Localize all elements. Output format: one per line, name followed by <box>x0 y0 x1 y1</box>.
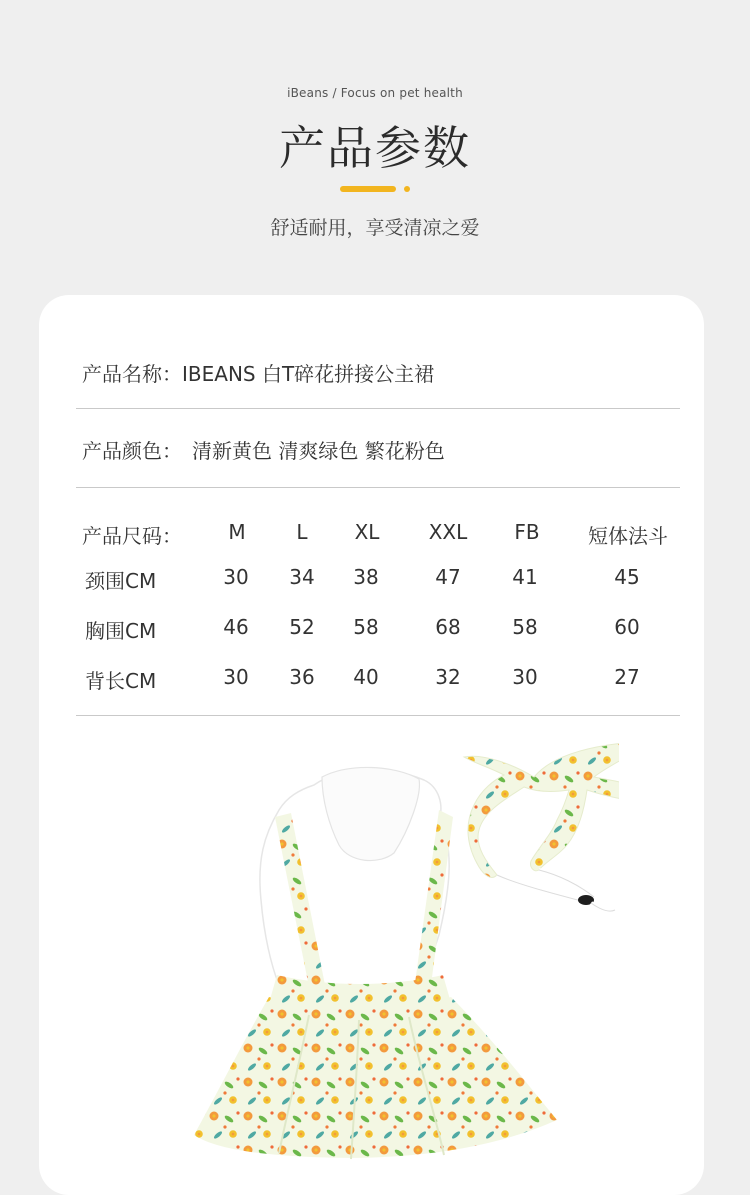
dress <box>194 767 557 1159</box>
table-cell: 46 <box>223 615 249 639</box>
size-col-header: 短体法斗 <box>588 524 668 548</box>
size-col-header: M <box>228 520 246 544</box>
table-cell: 47 <box>435 565 461 589</box>
table-row-label: 背长CM <box>85 669 157 693</box>
product-name-row <box>82 358 434 387</box>
divider <box>76 715 680 716</box>
table-cell: 38 <box>353 565 379 589</box>
divider <box>76 487 680 488</box>
size-col-header: XL <box>354 520 380 544</box>
page-subtitle: 舒适耐用，享受清凉之爱 <box>270 217 480 239</box>
brand-tagline: iBeans / Focus on pet health <box>287 86 463 100</box>
table-cell: 32 <box>435 665 461 689</box>
accent-bar <box>340 186 396 192</box>
spec-card <box>39 295 704 1195</box>
table-cell: 41 <box>512 565 538 589</box>
table-row-label: 颈围CM <box>85 569 157 593</box>
table-cell: 40 <box>353 665 379 689</box>
product-color-row <box>82 435 445 464</box>
size-table-label: 产品尺码： <box>82 524 182 548</box>
accent-dot <box>404 186 410 192</box>
size-col-header: L <box>296 520 308 544</box>
page-header <box>0 0 750 295</box>
table-cell: 68 <box>435 615 461 639</box>
table-cell: 52 <box>289 615 315 639</box>
table-cell: 36 <box>289 665 315 689</box>
product-image <box>139 735 619 1165</box>
divider <box>76 408 680 409</box>
headband <box>464 741 619 911</box>
table-cell: 60 <box>614 615 640 639</box>
size-col-header: XXL <box>428 520 468 544</box>
product-name-value: IBEANS 白T碎花拼接公主裙 <box>182 362 435 386</box>
table-cell: 30 <box>223 565 249 589</box>
table-cell: 30 <box>512 665 538 689</box>
product-name-label: 产品名称： <box>82 362 182 386</box>
table-cell: 58 <box>512 615 538 639</box>
table-cell: 45 <box>614 565 640 589</box>
table-cell: 58 <box>353 615 379 639</box>
product-color-label: 产品颜色： <box>82 439 182 463</box>
page-title: 产品参数 <box>279 121 471 175</box>
table-row-label: 胸围CM <box>85 619 157 643</box>
table-cell: 34 <box>289 565 315 589</box>
product-color-value: 清新黄色 清爽绿色 繁花粉色 <box>192 439 445 463</box>
table-cell: 30 <box>223 665 249 689</box>
size-col-header: FB <box>514 520 540 544</box>
table-cell: 27 <box>614 665 640 689</box>
